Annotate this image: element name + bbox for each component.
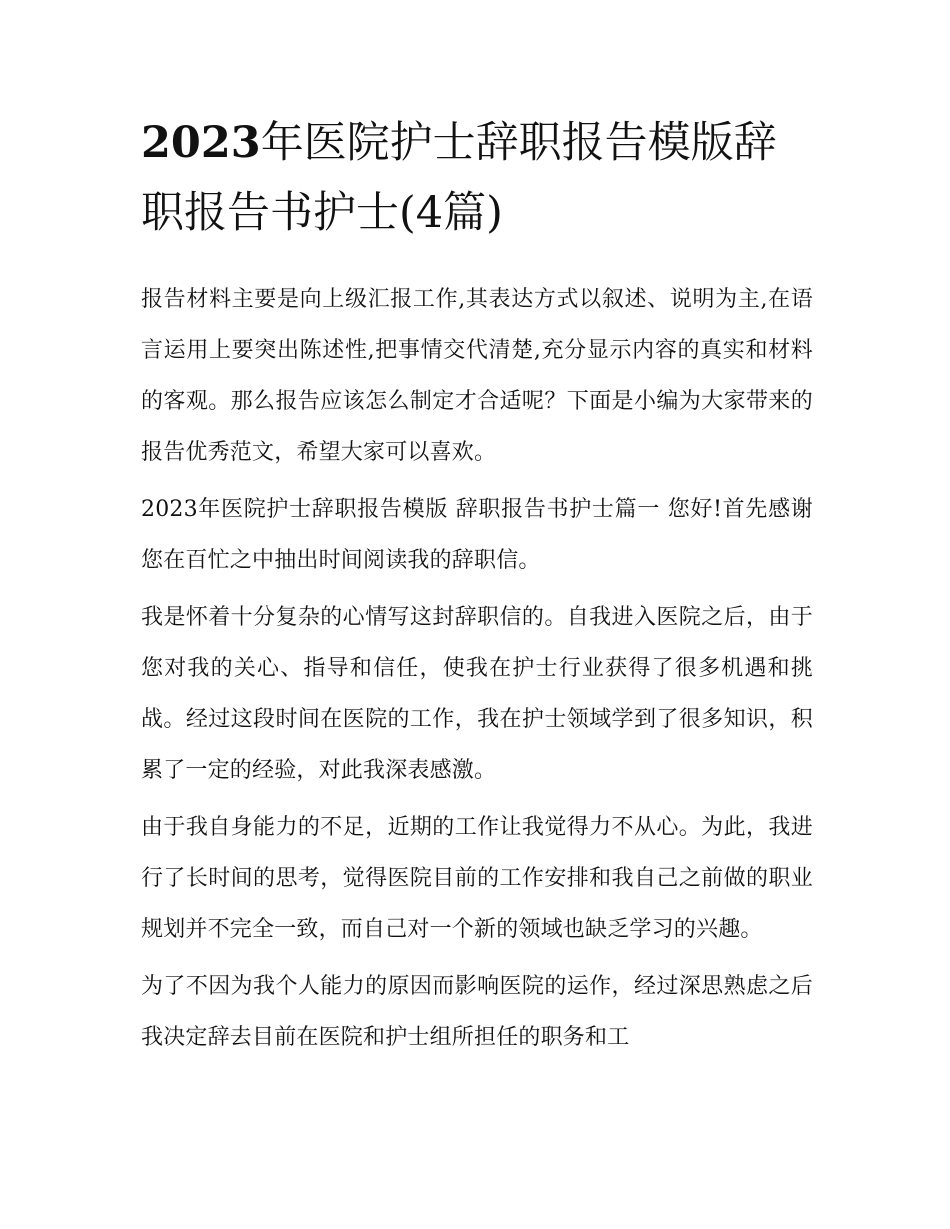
title-text: 年医院护士辞职报告模版辞职报告书护士(4篇) [141,118,777,238]
document-title [141,108,813,248]
document-page [141,108,813,1069]
letter-opening-paragraph: 2023年医院护士辞职报告模版 辞职报告书护士篇一 您好!首先感谢您在百忙之中抽出时间阅读我的辞职信。 [141,497,813,573]
body-paragraph: 由于我自身能力的不足，近期的工作让我觉得力不从心。为此，我进行了长时间的思考，觉得医院目前的工作安排和我自己之前做的职业规划并不完全一致，而自己对一个新的领域也缺乏学习的兴趣。 [141,815,813,942]
body-paragraph: 为了不因为我个人能力的原因而影响医院的运作，经过深思熟虑之后我决定辞去目前在医院和护士组所担任的职务和工 [141,974,813,1050]
title-year: 2023 [141,118,261,168]
body-paragraph: 我是怀着十分复杂的心情写这封辞职信的。自我进入医院之后，由于您对我的关心、指导和信任，使我在护士行业获得了很多机遇和挑战。经过这段时间在医院的工作，我在护士领域学到了很多知识，积累了一定的经验，对此我深表感激。 [141,605,813,783]
intro-paragraph: 报告材料主要是向上级汇报工作,其表达方式以叙述、说明为主,在语言运用上要突出陈述性,把事情交代清楚,充分显示内容的真实和材料的客观。那么报告应该怎么制定才合适呢？下面是小编为大家带来的报告优秀范文，希望大家可以喜欢。 [141,287,813,465]
